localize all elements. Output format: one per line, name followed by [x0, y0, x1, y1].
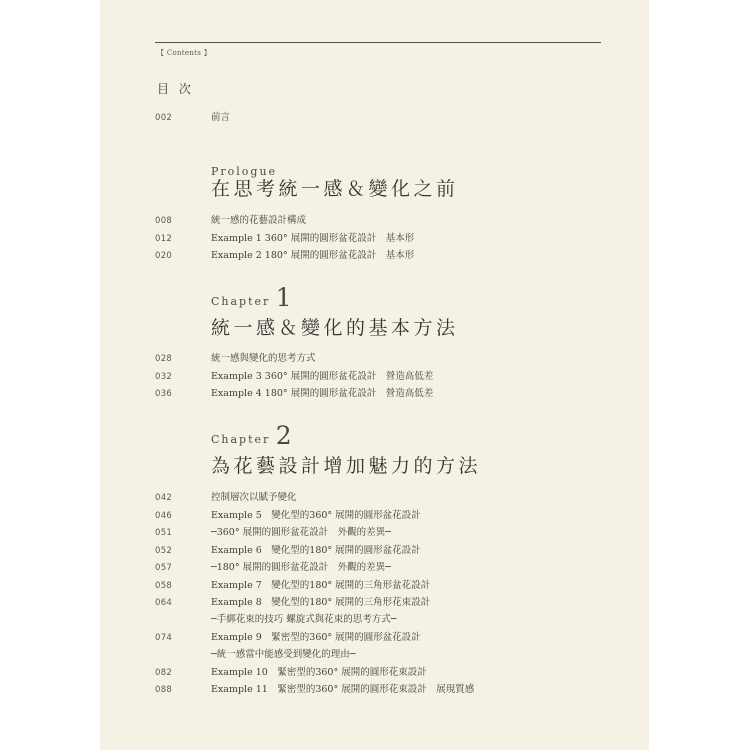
- entry-title: ─180° 展開的圓形盆花設計 外觀的差異─: [211, 562, 391, 573]
- section-title-chapter-2: 為花藝設計增加魅力的方法: [211, 455, 482, 477]
- entry-title: ─360° 展開的圓形盆花設計 外觀的差異─: [211, 527, 391, 538]
- entry-title: Example 3 360° 展開的圓形盆花設計 營造高低差: [211, 371, 434, 382]
- section-title-prologue: 在思考統一感＆變化之前: [211, 178, 459, 200]
- entry-page-number: 064: [155, 598, 173, 608]
- entry-title: Example 9 緊密型的360° 展開的圓形盆花設計: [211, 632, 421, 643]
- entry-page-number: 036: [155, 389, 173, 399]
- entry-page-number: 020: [155, 251, 173, 261]
- header-rule: [155, 42, 601, 43]
- section-label-prologue: Prologue: [211, 165, 278, 178]
- entry-page-number: 088: [155, 685, 173, 695]
- entry-page-number: 012: [155, 234, 173, 244]
- entry-page-number: 032: [155, 372, 173, 382]
- entry-page-number: 042: [155, 493, 173, 503]
- entry-title: 控制層次以賦予變化: [211, 492, 297, 503]
- entry-page-number: 028: [155, 354, 173, 364]
- entry-page-number: 058: [155, 581, 173, 591]
- entry-title: Example 1 360° 展開的圓形盆花設計 基本形: [211, 233, 415, 244]
- entry-title: Example 5 變化型的360° 展開的圓形盆花設計: [211, 510, 421, 521]
- entry-title: Example 4 180° 展開的圓形盆花設計 營造高低差: [211, 388, 434, 399]
- section-label-chapter-2: Chapter 2: [211, 421, 292, 450]
- entry-title: ─手綁花束的技巧 螺旋式與花束的思考方式─: [211, 614, 397, 625]
- entry-page-number: 052: [155, 546, 173, 556]
- contents-page: [100, 0, 649, 750]
- entry-page-number: 008: [155, 216, 173, 226]
- entry-title: Example 10 緊密型的360° 展開的圓形花束設計: [211, 667, 427, 678]
- toc-title: 目 次: [157, 82, 194, 96]
- entry-page-number: 057: [155, 563, 173, 573]
- entry-title: Example 2 180° 展開的圓形盆花設計 基本形: [211, 250, 415, 261]
- entry-page-number: 051: [155, 528, 173, 538]
- section-label-chapter-1: Chapter 1: [211, 283, 292, 312]
- entry-page-number: 046: [155, 511, 173, 521]
- entry-page-number: 074: [155, 633, 173, 643]
- entry-page-number: 082: [155, 668, 173, 678]
- contents-header-tag: 【 Contents 】: [157, 49, 211, 57]
- entry-title: 統一感與變化的思考方式: [211, 353, 316, 364]
- entry-title: 統一感的花藝設計構成: [211, 215, 307, 226]
- entry-title: Example 7 變化型的180° 展開的三角形盆花設計: [211, 580, 431, 591]
- entry-title: Example 11 緊密型的360° 展開的圓形花束設計 展現質感: [211, 684, 475, 695]
- entry-title: ─統一感當中能感受到變化的理由─: [211, 649, 356, 660]
- entry-page-number: 002: [155, 113, 173, 123]
- entry-title: 前言: [211, 112, 231, 123]
- entry-title: Example 6 變化型的180° 展開的圓形盆花設計: [211, 545, 421, 556]
- section-title-chapter-1: 統一感＆變化的基本方法: [211, 317, 459, 339]
- entry-title: Example 8 變化型的180° 展開的三角形花束設計: [211, 597, 431, 608]
